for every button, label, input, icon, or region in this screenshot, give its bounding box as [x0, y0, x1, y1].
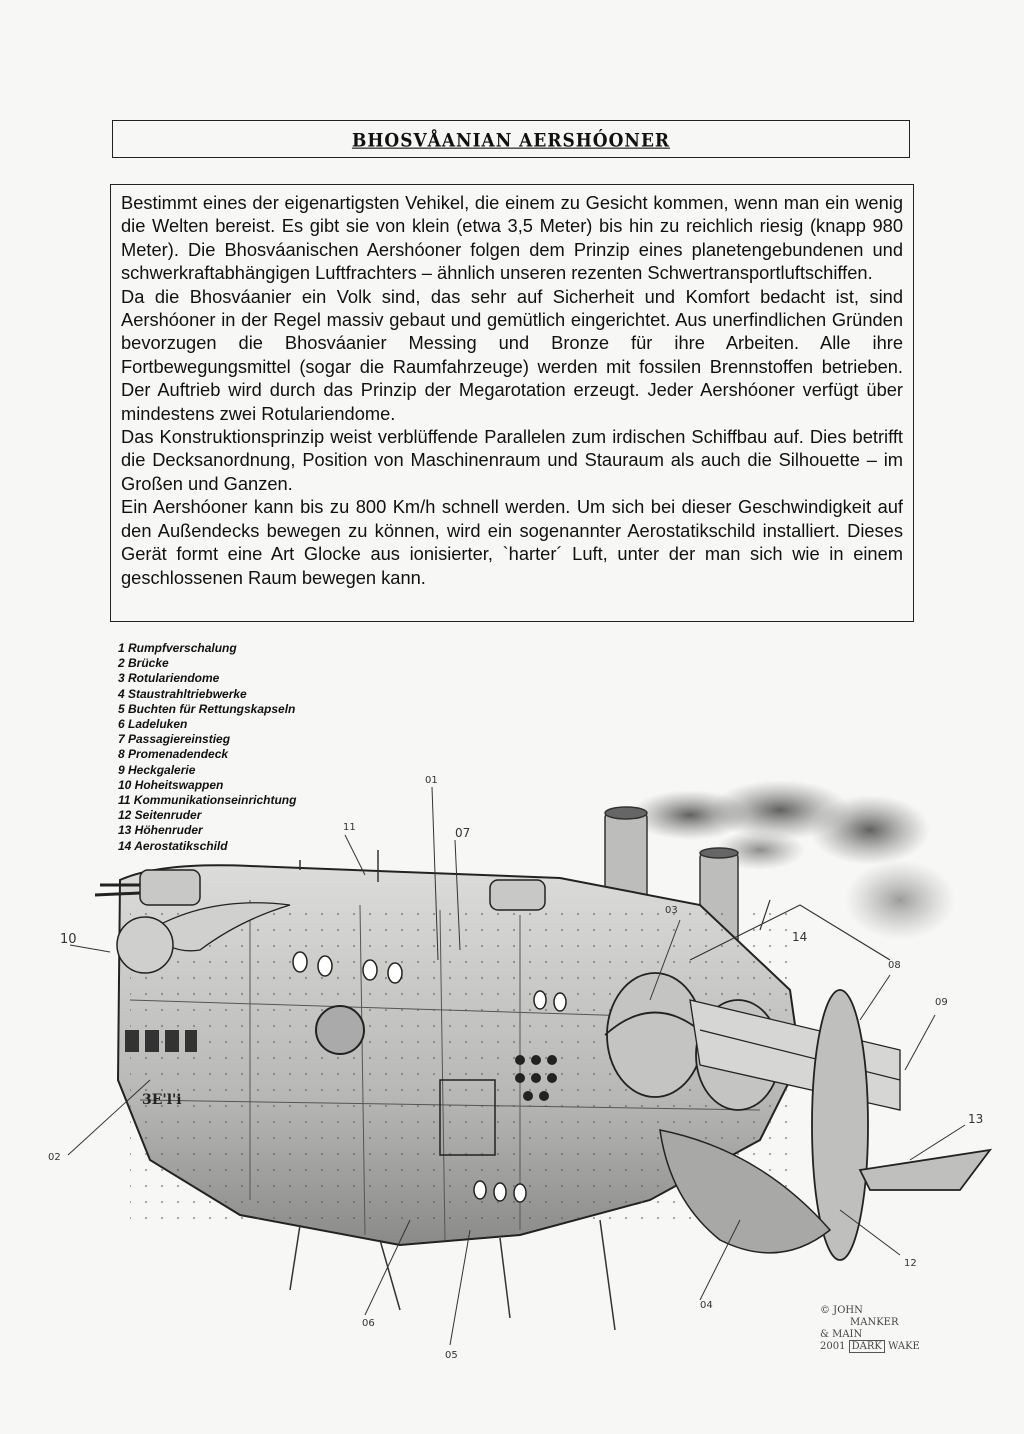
paragraph-speed: Ein Aershóoner kann bis zu 800 Km/h schnell werden. Um sich bei dieser Geschwindigkeit auf den Außendecks bewegen zu können, wird ein sogenannter Aerostatikschild installiert. Dieses Gerät formt eine Art Glocke aus ionisierter, `harter´ Luft, unter der man sich wie in einem geschlossenen Raum bewegen kann.	[121, 496, 903, 588]
legend-item: 7 Passagiereinstieg	[118, 732, 231, 747]
airship-illustration	[0, 630, 1024, 1410]
callout-05: 05	[445, 1350, 458, 1361]
callout-04: 04	[700, 1300, 713, 1311]
legend-item: 3 Rotulariendome	[118, 671, 220, 686]
paragraph-intro: Bestimmt eines der eigenartigsten Vehikel, die einem zu Gesicht kommen, wenn man ein wenig die Welten bereist. Es gibt sie von klein (etwa 3,5 Meter) bis hin zu reichlich riesig (knapp 980 Meter). Die Bhosváanischen Aershóoner folgen dem Prinzip eines planetengebundenen und schwerkraftabhängigen Luftfrachters – ähnlich unseren rezenten Schwertransportluftschiffen.	[121, 192, 903, 284]
signature-line: © JOHN	[820, 1305, 863, 1316]
callout-14: 14	[792, 930, 808, 944]
legend-item: 4 Staustrahltriebwerke	[118, 686, 247, 701]
signature-line: DARK	[849, 1340, 885, 1353]
title-box	[112, 120, 910, 158]
legend-item: 5 Buchten für Rettungskapseln	[118, 701, 296, 716]
hull-marking: 3E'l'i	[142, 1092, 182, 1108]
paragraph-construction: Da die Bhosváanier ein Volk sind, das sehr auf Sicherheit und Komfort bedacht ist, sind Aershóoner in der Regel massiv gebaut und gemütlich eingerichtet. Aus unerfindlichen Gründen bevorzugen die Bhosváanier Messing und Bronze für ihre Arbeiten. Alle ihre Fortbewegungsmittel (sogar die Raumfahrzeuge) werden mit fossilen Brennstoffen betrieben. Der Auftrieb wird durch das Prinzip der Megarotation erzeugt. Jeder Aershóoner verfügt über mindestens zwei Rotulariendome.	[121, 285, 903, 424]
paragraph-principle: Das Konstruktionsprinzip weist verblüffende Parallelen zum irdischen Schiffbau auf. Dies betrifft die Decksanordnung, Position von Maschinenraum und Stauraum als auch die Silhouette – im Großen und Ganzen.	[121, 426, 903, 494]
legend-item: 13 Höhenruder	[118, 823, 203, 838]
legend-item: 8 Promenadendeck	[118, 747, 229, 762]
legend-item: 12 Seitenruder	[118, 808, 202, 823]
legend-item: 14 Aerostatikschild	[118, 838, 228, 853]
signature-line: & MAIN	[820, 1329, 863, 1340]
legend-item: 9 Heckgalerie	[118, 762, 196, 777]
legend-item: 2 Brücke	[118, 656, 169, 671]
signature-line: WAKE	[888, 1341, 920, 1352]
signature-line: 2001	[820, 1341, 846, 1352]
signature-line: MANKER	[850, 1317, 899, 1328]
callout-08: 08	[888, 960, 901, 971]
callout-01: 01	[425, 775, 438, 786]
callout-12: 12	[904, 1258, 917, 1269]
rudders	[812, 990, 990, 1260]
callout-07: 07	[455, 826, 471, 840]
callout-02: 02	[48, 1152, 61, 1163]
page-title: BHOSVÅANIAN AERSHÓONER	[351, 130, 671, 152]
legend-item: 11 Kommunikationseinrichtung	[118, 793, 297, 808]
callout-11: 11	[343, 822, 356, 833]
callout-09: 09	[935, 997, 948, 1008]
callout-13: 13	[968, 1112, 984, 1126]
artist-signature	[820, 1305, 980, 1375]
legend-item: 1 Rumpfverschalung	[118, 641, 237, 655]
callout-06: 06	[362, 1318, 375, 1329]
large-porthole	[316, 1006, 364, 1054]
callout-10: 10	[60, 932, 77, 947]
description-box	[110, 184, 914, 622]
legend-item: 10 Hoheitswappen	[118, 777, 224, 792]
legend-item: 6 Ladeluken	[118, 717, 188, 732]
callout-03: 03	[665, 905, 678, 916]
